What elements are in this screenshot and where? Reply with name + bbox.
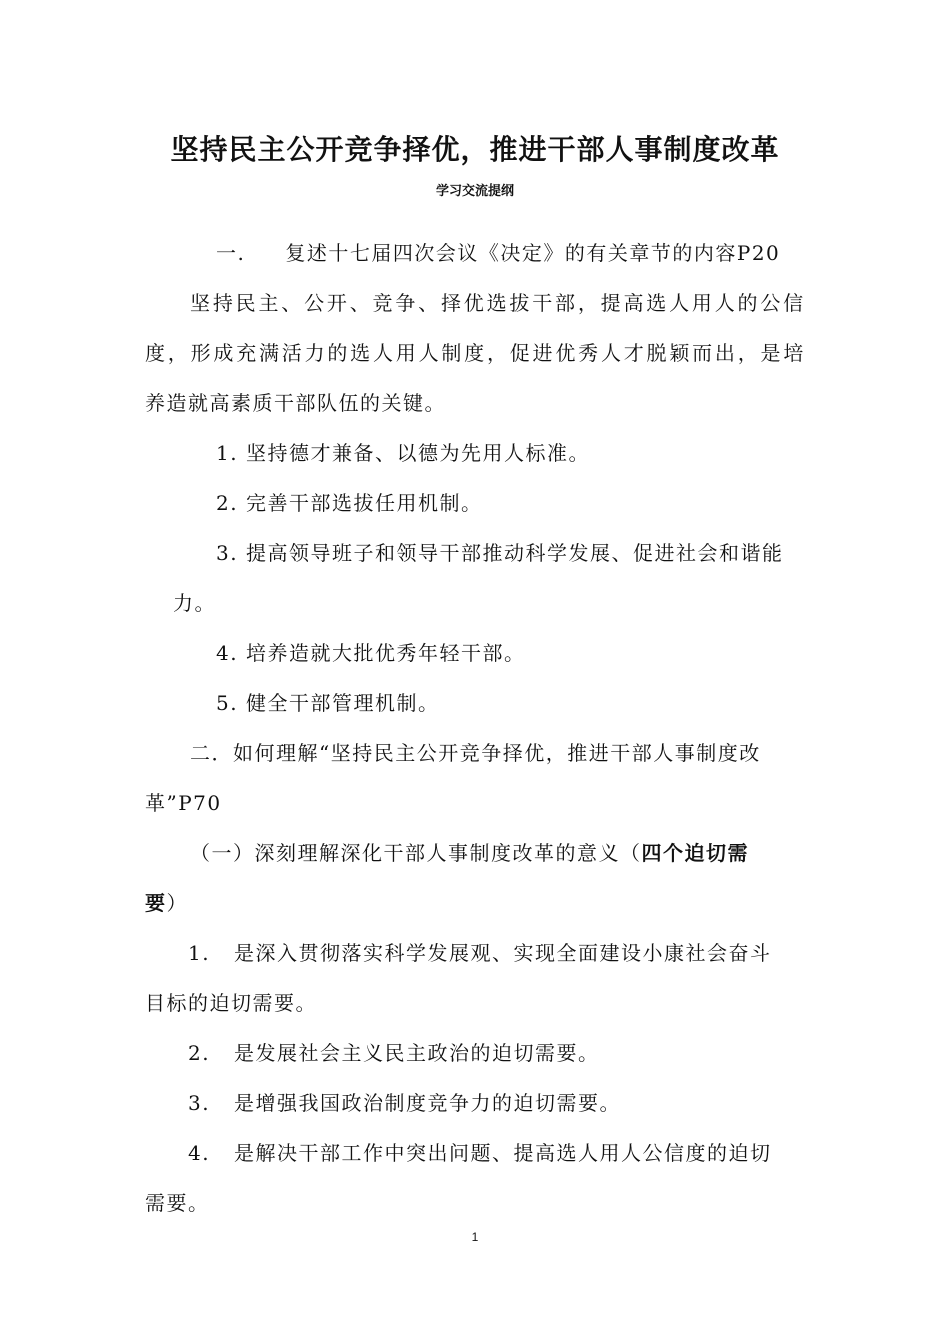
- section2-heading-line-2: 革”P70: [145, 791, 222, 815]
- document-subtitle: 学习交流提纲: [435, 184, 514, 199]
- section1-heading-text: 复述十七届四次会议《决定》的有关章节的内容P20: [285, 241, 781, 265]
- section1-paragraph-line-1: 坚 持 民 主 、 公 开 、 竞 争 、 择 优 选 拔 干 部 ， 提 高 选 人 用 人 的 公 信: [190, 291, 805, 315]
- section2-item-3: 3. 是增强我国政治制度竞争力的迫切需要。: [188, 1091, 621, 1115]
- section2-item-1: 1. 是深入贯彻落实科学发展观、实现全面建设小康社会奋斗: [188, 941, 772, 965]
- section1-item-5: 5. 健全干部管理机制。: [216, 691, 440, 715]
- section2-item-4: 4. 是解决干部工作中突出问题、提高选人用人公信度的迫切: [188, 1141, 772, 1165]
- section1-item-3-continued: 力。: [173, 591, 216, 615]
- section1-paragraph-line-3: 养造就高素质干部队伍的关键。: [145, 391, 446, 415]
- document-title: 坚持民主公开竞争择优，推进干部人事制度改革: [170, 133, 780, 166]
- section1-paragraph-line-2: 度 ， 形 成 充 满 活 力 的 选 人 用 人 制 度 ， 促 进 优 秀 人 才 脱 颖 而 出 ， 是 培: [145, 341, 805, 365]
- page-number: 1: [471, 1230, 479, 1244]
- section1-item-3: 3. 提高领导班子和领导干部推动科学发展、促进社会和谐能: [216, 541, 784, 565]
- section1-item-2: 2. 完善干部选拔任用机制。: [216, 491, 483, 515]
- section2-item-2: 2. 是发展社会主义民主政治的迫切需要。: [188, 1041, 600, 1065]
- section1-item-1: 1. 坚持德才兼备、以德为先用人标准。: [216, 441, 590, 465]
- section2-item-4-continued: 需要。: [145, 1191, 210, 1215]
- section2-subheading-line-2: 要）: [145, 891, 188, 915]
- section2-heading-line-1: 二．如何理解“坚持民主公开竞争择优，推进干部人事制度改: [190, 741, 761, 765]
- section2-item-1-continued: 目标的迫切需要。: [145, 991, 317, 1015]
- section1-heading: [216, 240, 780, 266]
- section1-item-4: 4. 培养造就大批优秀年轻干部。: [216, 641, 526, 665]
- section2-subheading-line-1: （一）深刻理解深化干部人事制度改革的意义（四个迫切需: [190, 841, 749, 865]
- emphasis-text: 四个迫切需: [641, 841, 749, 865]
- section1-heading-number: 一.: [216, 241, 246, 265]
